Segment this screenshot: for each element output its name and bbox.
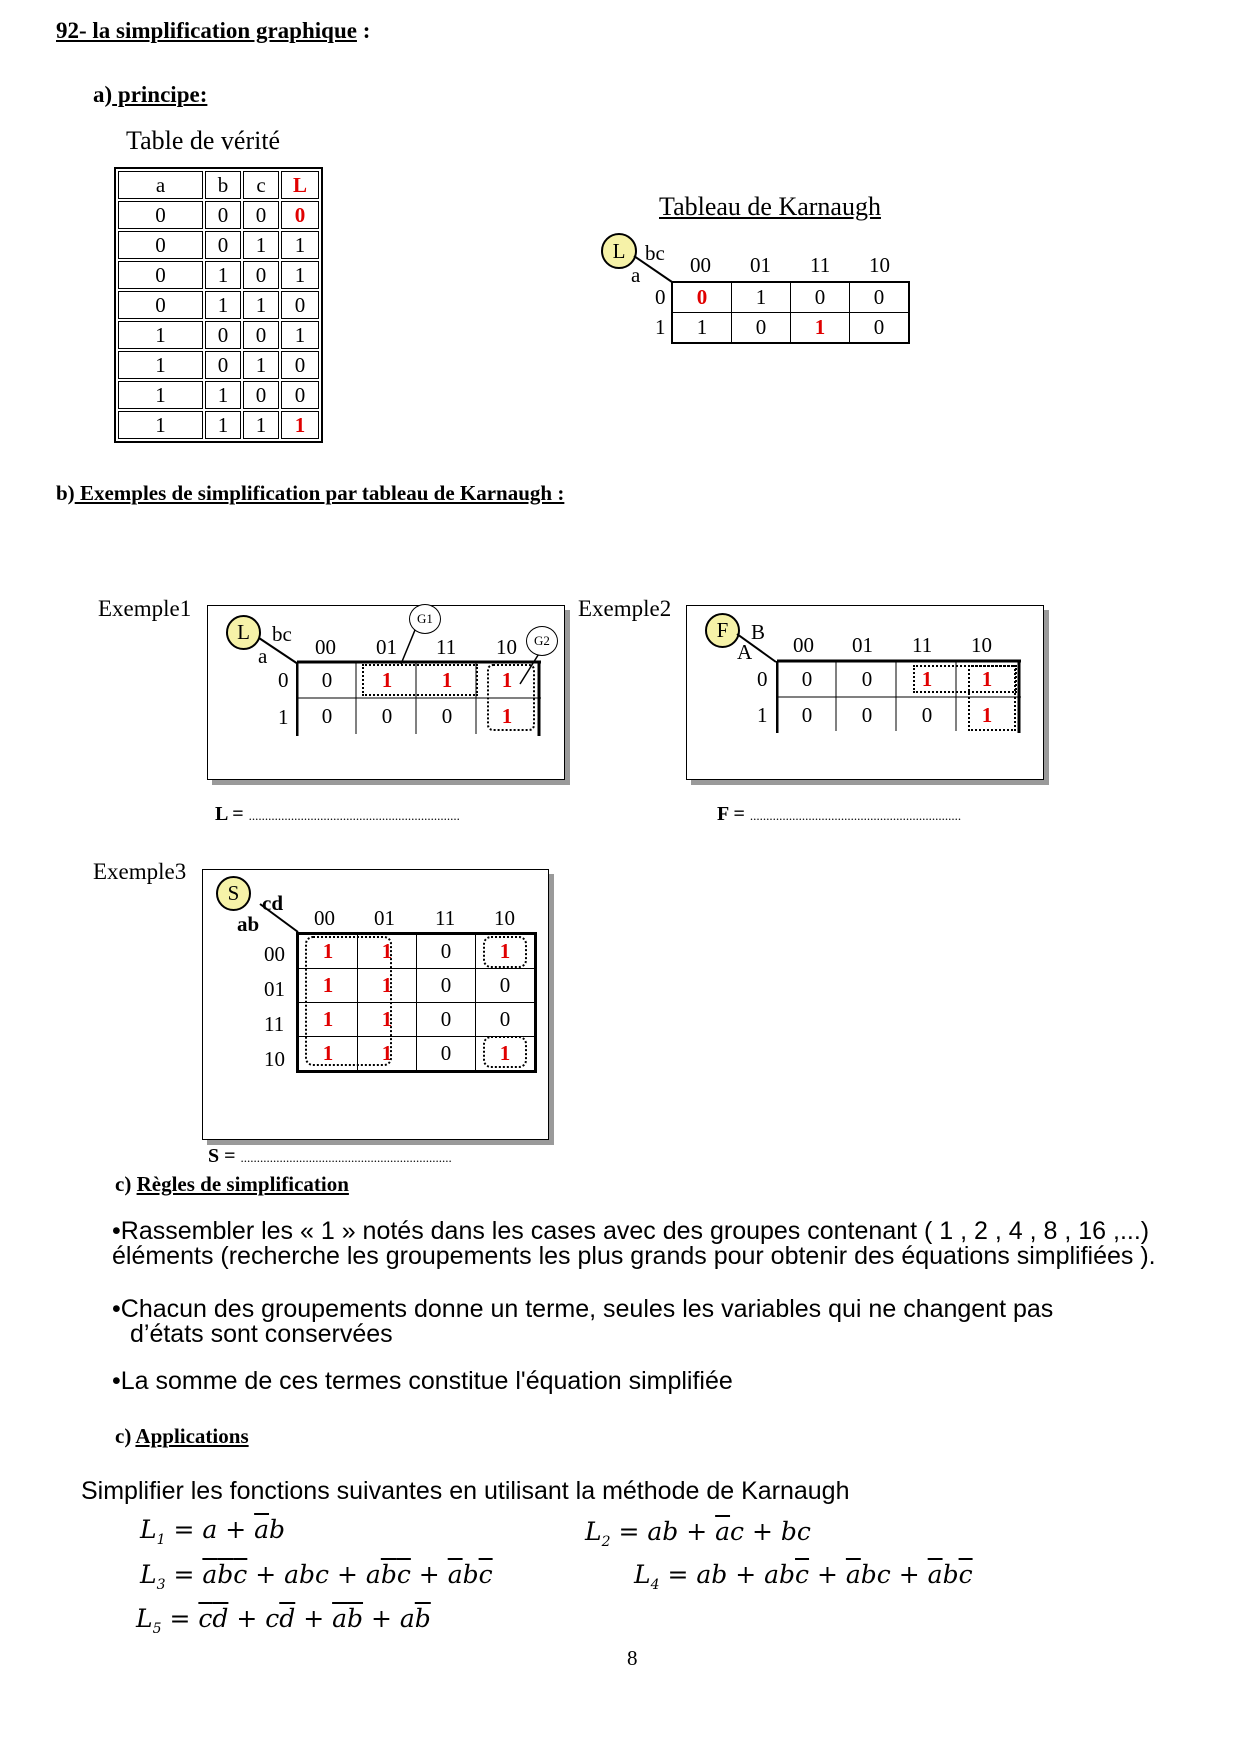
- function-label-circle: F: [705, 613, 740, 648]
- section-a-title: a) principe:: [93, 82, 208, 107]
- equation-L2: $L_2$ = ab + $\overline{a}c$ + bc: [585, 1517, 811, 1550]
- row-header: 0: [278, 668, 289, 692]
- truth-table-header: a b c L: [118, 171, 319, 199]
- group-outline: [483, 936, 527, 968]
- bullet-icon: •: [112, 1295, 121, 1323]
- equation-L1: $L_1 = a + \overline{a}b$: [140, 1515, 286, 1548]
- row-header: 11: [264, 1012, 285, 1036]
- example1-grid: 0 1 1 1 0 0 0 1: [321, 667, 513, 728]
- row-var-label: A: [737, 640, 753, 664]
- karnaugh-caption: Tableau de Karnaugh: [659, 192, 881, 221]
- row-header: 0: [757, 667, 768, 691]
- col-var-label: bc: [645, 241, 665, 265]
- col-var-label: B: [751, 620, 766, 644]
- table-row: 0 1 0 1: [118, 261, 319, 289]
- row-header: 01: [264, 977, 285, 1001]
- bullet-icon: •: [112, 1217, 121, 1245]
- example3-label: Exemple3: [93, 859, 187, 884]
- table-row: 1 1 1 1: [118, 411, 319, 439]
- table-row: 0 0 0 0: [118, 201, 319, 229]
- row-header: 00: [264, 942, 285, 966]
- karnaugh-grid: 0 1 0 0 1 0 1 0: [671, 281, 910, 344]
- rule-1: •Rassembler les « 1 » notés dans les cases avec des groupes contenant ( 1 , 2 , 4 , 8 , 16 ,...) éléments (recherche les groupements les plus grands pour obtenir des équations simplifiées ).: [112, 1217, 1156, 1270]
- corner-diagonal: [258, 902, 300, 934]
- equation-L4: $L_4$ = ab + $ab\overline{c} + \overline{a}bc + \overline{a}b\overline{c}$: [634, 1560, 973, 1593]
- section-rules-title: c) Règles de simplification: [115, 1172, 349, 1196]
- example2-answer: F = .................................................................: [717, 803, 962, 825]
- section-b-title: b) Exemples de simplification par tableau de Karnaugh :: [56, 481, 565, 505]
- equation-L5: $L_5 = \overline{c}\overline{d} + c\overline{d} + \overline{a}\overline{b} + a\overline{b}$: [136, 1604, 431, 1637]
- row-header: 0: [655, 285, 666, 309]
- equation-L3: $L_3 = \overline{a}\overline{b}\overline{c}$ + abc + $a\overline{b}\overline{c} + \overline{a}b\overline{c}$: [140, 1560, 493, 1593]
- group-outline: [968, 665, 1016, 731]
- function-label-circle: L: [601, 233, 637, 269]
- truth-table-caption: Table de vérité: [126, 126, 281, 155]
- example3-answer: S = .................................................................: [208, 1145, 452, 1167]
- table-row: 1 1 0 0: [118, 381, 319, 409]
- rule-2: •Chacun des groupements donne un terme, seules les variables qui ne changent pas d’états sont conservées: [112, 1295, 1054, 1348]
- group-outline: [305, 936, 392, 1066]
- page-heading: 92- la simplification graphique :: [56, 18, 371, 43]
- truth-table: [114, 167, 323, 443]
- row-var-label: a: [258, 644, 268, 668]
- example3-grid: 1 1 0 1 1 1 0 0 1 1 0 0 1 1 0 1: [296, 932, 537, 1073]
- page-number: 8: [627, 1646, 638, 1670]
- applications-intro: Simplifier les fonctions suivantes en utilisant la méthode de Karnaugh: [81, 1477, 850, 1505]
- example1-answer: L = .................................................................: [215, 803, 460, 825]
- example1-label: Exemple1: [98, 596, 192, 621]
- corner-diagonal: [630, 254, 675, 284]
- function-label-circle: L: [226, 615, 261, 650]
- g1-bubble: G1: [409, 604, 441, 634]
- section-applications-title: c) Applications: [115, 1424, 249, 1448]
- table-row: 1 0 1 0: [118, 351, 319, 379]
- col-var-label: bc: [272, 622, 292, 646]
- example2-label: Exemple2: [578, 596, 672, 621]
- corner-diagonal: [256, 636, 300, 666]
- rule-3: •La somme de ces termes constitue l'équation simplifiée: [112, 1367, 733, 1395]
- group-outline: [483, 1036, 527, 1068]
- row-header: 1: [655, 315, 666, 339]
- g2-bubble: G2: [526, 626, 558, 656]
- row-header: 10: [264, 1047, 285, 1071]
- corner-diagonal: [734, 632, 778, 664]
- bullet-icon: •: [112, 1367, 121, 1395]
- table-row: 1 0 0 1: [118, 321, 319, 349]
- col-var-label: cd: [262, 891, 283, 915]
- row-var-label: ab: [237, 912, 260, 936]
- row-var-label: a: [631, 263, 641, 287]
- table-row: 0 1 1 0: [118, 291, 319, 319]
- example2-grid: 0 0 1 1 0 0 0 1: [801, 666, 993, 727]
- row-header: 1: [278, 705, 289, 729]
- row-header: 1: [757, 703, 768, 727]
- function-label-circle: S: [216, 876, 251, 911]
- table-row: 0 0 1 1: [118, 231, 319, 259]
